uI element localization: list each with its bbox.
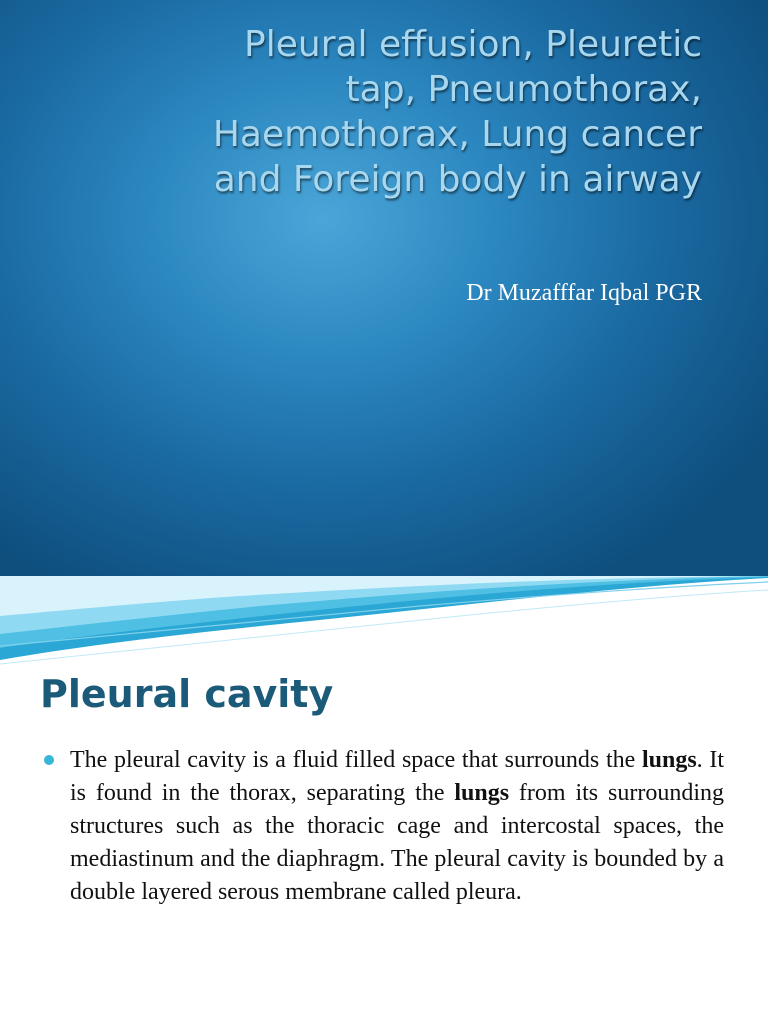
bold-term: lungs: [454, 780, 510, 806]
bullet-item: [44, 744, 724, 909]
text-run: from its surrounding structures such as the thoracic cage and intercostal spaces, the mediastinum and the diaphragm. The pleural cavity is bounded by a double layered serous membrane called pleura.: [70, 780, 724, 905]
decorative-wave: [0, 576, 768, 666]
bold-term: lungs: [641, 747, 697, 773]
author-subtitle: Dr Muzafffar Iqbal PGR: [466, 280, 702, 306]
text-run: . It is found in the thorax, separating the: [70, 747, 724, 806]
bullet-text: [70, 744, 724, 909]
title-line: and Foreign body in airway: [213, 159, 702, 200]
slide-title: [42, 22, 702, 202]
title-line: Haemothorax, Lung cancer: [212, 114, 702, 155]
title-line: Pleural effusion, Pleuretic: [244, 24, 702, 65]
title-line: tap, Pneumothorax,: [345, 69, 702, 110]
bullet-icon: [44, 755, 54, 765]
text-run: The pleural cavity is a fluid filled space that surrounds the: [70, 747, 642, 773]
content-slide: [0, 576, 768, 1024]
slide-heading: Pleural cavity: [40, 672, 334, 716]
